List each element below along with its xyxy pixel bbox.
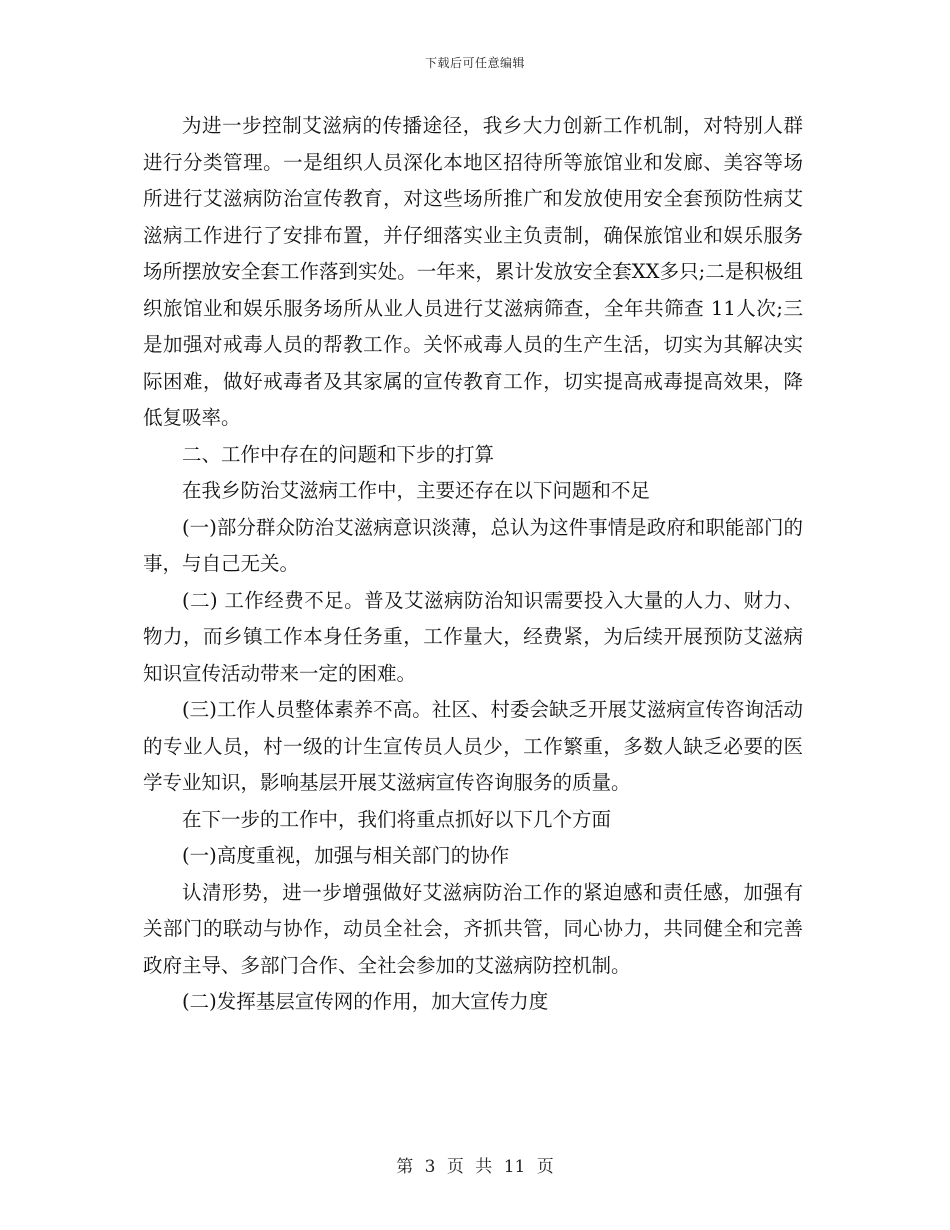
document-body bbox=[143, 108, 803, 1021]
paragraph-next-step-1: 认清形势，进一步增强做好艾滋病防治工作的紧迫感和责任感，加强有关部门的联动与协作，动员全社会，齐抓共管，同心协力，共同健全和完善政府主导、多部门合作、全社会参加的艾滋病防控机制。 bbox=[143, 880, 803, 977]
subheading-next-step-2: (二)发挥基层宣传网的作用，加大宣传力度 bbox=[182, 990, 549, 1013]
paragraph-problems-intro: 在我乡防治艾滋病工作中，主要还存在以下问题和不足 bbox=[182, 479, 651, 502]
paragraph-problem-2: (二) 工作经费不足。普及艾滋病防治知识需要投入大量的人力、财力、物力，而乡镇工作本身任务重，工作量大，经费紧，为后续开展预防艾滋病知识宣传活动带来一定的困难。 bbox=[143, 588, 803, 685]
subheading-next-step-1: (一)高度重视，加强与相关部门的协作 bbox=[182, 844, 510, 867]
paragraph-next-steps-intro: 在下一步的工作中，我们将重点抓好以下几个方面 bbox=[182, 807, 612, 831]
paragraph-control-measures: 为进一步控制艾滋病的传播途径，我乡大力创新工作机制，对特别人群进行分类管理。一是组织人员深化本地区招待所等旅馆业和发廊、美容等场所进行艾滋病防治宣传教育，对这些场所推广和发放使用安全套预防性病艾滋病工作进行了安排布置，并仔细落实业主负责制，确保旅馆业和娱乐服务场所摆放安全套工作落到实处。一年来，累计发放安全套XX多只;二是积极组织旅馆业和娱乐服务场所从业人员进行艾滋病筛查，全年共筛查 11人次;三是加强对戒毒人员的帮教工作。关怀戒毒人员的生产生活，切实为其解决实际困难，做好戒毒者及其家属的宣传教育工作，切实提高戒毒提高效果，降低复吸率。 bbox=[143, 114, 803, 429]
page-number: 第 3 页 共 11 页 bbox=[396, 1157, 554, 1177]
page-header-note: 下载后可任意编辑 bbox=[424, 56, 525, 70]
paragraph-problem-3: (三)工作人员整体素养不高。社区、村委会缺乏开展艾滋病宣传咨询活动的专业人员，村一级的计生宣传员人员少，工作繁重，多数人缺乏必要的医学专业知识，影响基层开展艾滋病宣传咨询服务的质量。 bbox=[143, 698, 803, 794]
paragraph-problem-1: (一)部分群众防治艾滋病意识淡薄，总认为这件事情是政府和职能部门的事，与自己无关。 bbox=[143, 515, 803, 575]
section-heading-problems: 二、工作中存在的问题和下步的打算 bbox=[182, 442, 495, 466]
